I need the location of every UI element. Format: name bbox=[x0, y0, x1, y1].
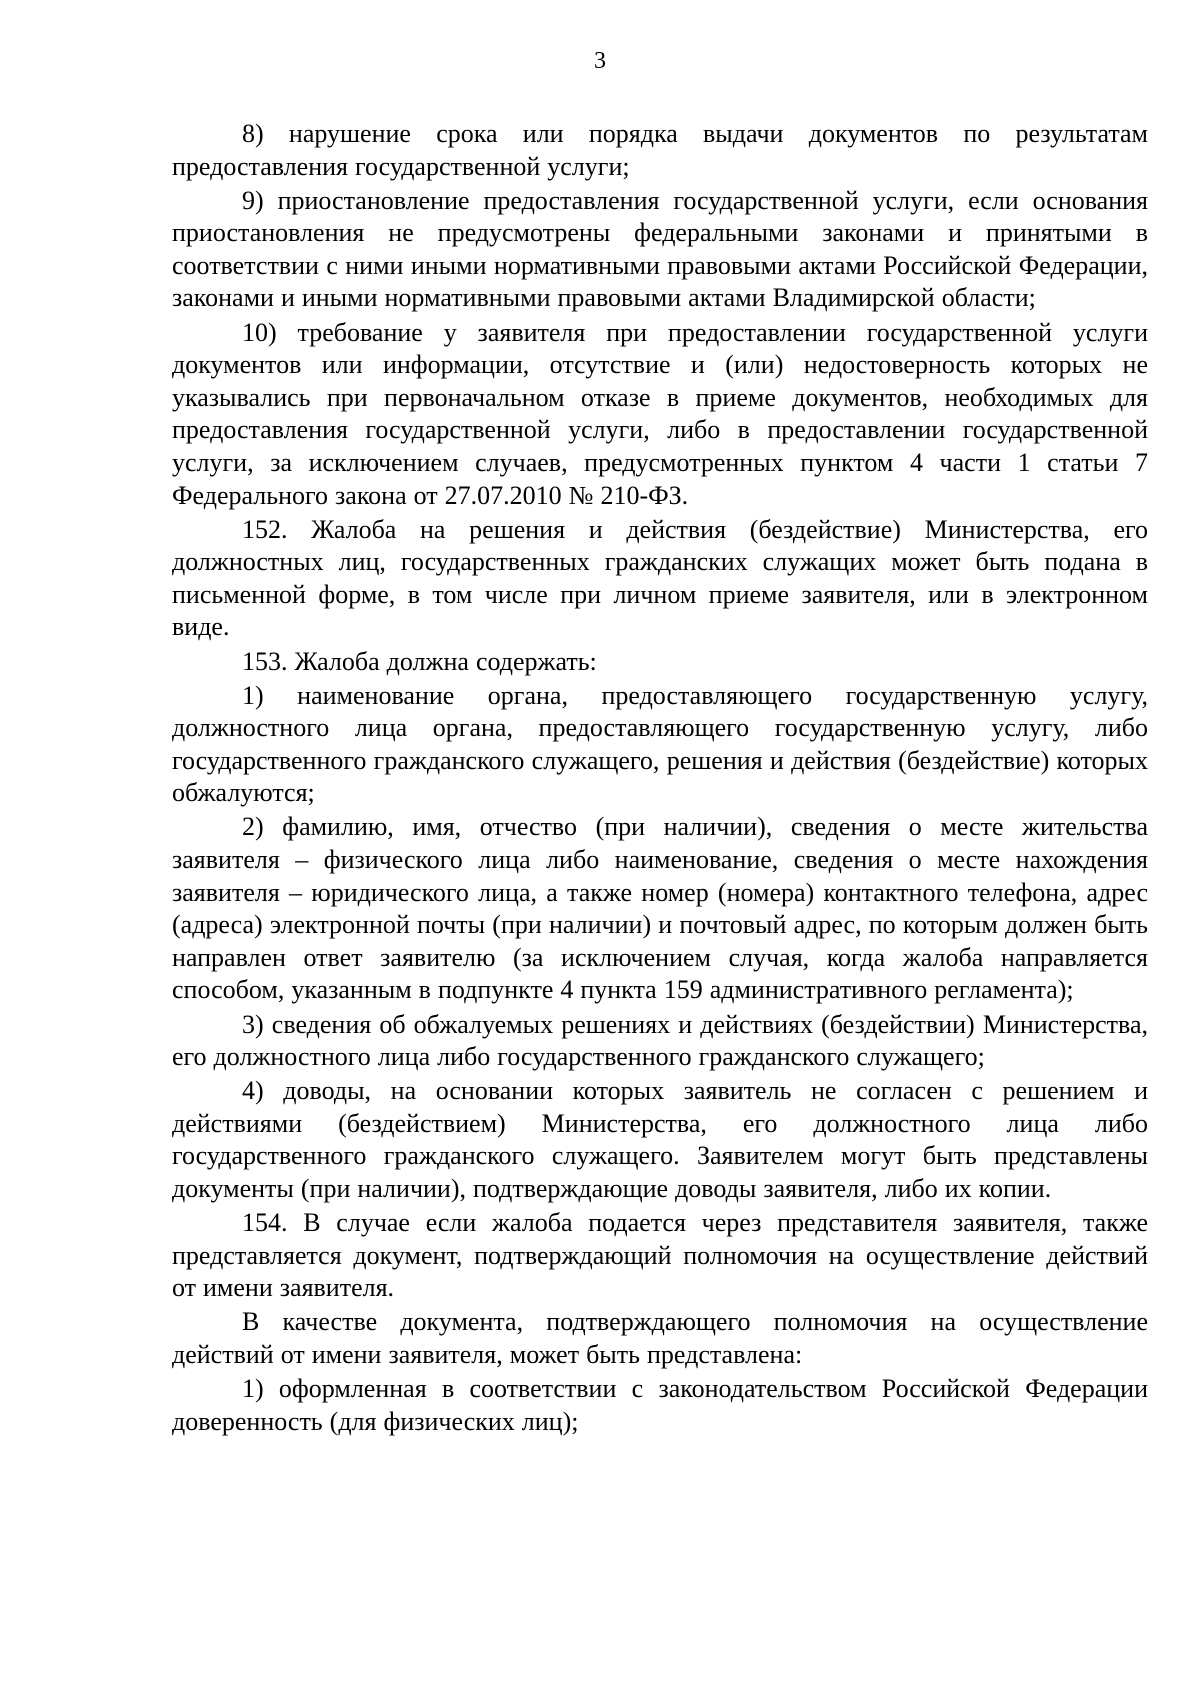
paragraph-authority-document: В качестве документа, подтверждающего полномочия на осуществление действий от имени заявителя, может быть представлена: bbox=[172, 1307, 1148, 1369]
paragraph-item-8-violation-of-term: 8) нарушение срока или порядка выдачи документов по результатам предоставления государственной услуги; bbox=[172, 119, 1148, 181]
paragraph-clause-153-item-4: 4) доводы, на основании которых заявитель не согласен с решением и действиями (бездействием) Министерства, его должностного лица либо государственного гражданского служащего. Заявителем могут быть представлены документы (при наличии), подтверждающие доводы заявителя, либо их копии. bbox=[172, 1076, 1148, 1203]
paragraph-clause-153-item-3: 3) сведения об обжалуемых решениях и действиях (бездействии) Министерства, его должностного лица либо государственного гражданского служащего; bbox=[172, 1009, 1148, 1072]
document-body bbox=[172, 118, 1148, 1440]
paragraph-clause-153-item-2: 2) фамилию, имя, отчество (при наличии), сведения о месте жительства заявителя – физического лица либо наименование, сведения о месте нахождения заявителя – юридического лица, а также номер (номера) контактного телефона, адрес (адреса) электронной почты (при наличии) и почтовый адрес, по которым должен быть направлен ответ заявителю (за исключением случая, когда жалоба направляется способом, указанным в подпункте 4 пункта 159 административного регламента); bbox=[172, 812, 1148, 1005]
page-number: 3 bbox=[594, 48, 606, 74]
paragraph-clause-154: 154. В случае если жалоба подается через представителя заявителя, также представляется документ, подтверждающий полномочия на осуществление действий от имени заявителя. bbox=[172, 1208, 1148, 1303]
paragraph-clause-153-item-1: 1) наименование органа, предоставляющего государственную услугу, должностного лица органа, предоставляющего государственную услугу, либо государственного гражданского служащего, решения и действия (бездействие) которых обжалуются; bbox=[172, 680, 1148, 808]
paragraph-clause-153: 153. Жалоба должна содержать: bbox=[242, 646, 597, 676]
paragraph-authority-item-1: 1) оформленная в соответствии с законодательством Российской Федерации доверенность (для физических лиц); bbox=[172, 1374, 1148, 1436]
paragraph-item-9-suspension: 9) приостановление предоставления государственной услуги, если основания приостановления не предусмотрены федеральными законами и принятыми в соответствии с ними иными нормативными правовыми актами Российской Федерации, законами и иными нормативными правовыми актами Владимирской области; bbox=[172, 185, 1148, 313]
paragraph-item-10-document-requirement: 10) требование у заявителя при предоставлении государственной услуги документов или информации, отсутствие и (или) недостоверность которых не указывались при первоначальном отказе в приеме документов, необходимых для предоставления государственной услуги, либо в предоставлении государственной услуги, за исключением случаев, предусмотренных пунктом 4 части 1 статьи 7 Федерального закона от 27.07.2010 № 210-ФЗ. bbox=[172, 317, 1148, 510]
paragraph-clause-152: 152. Жалоба на решения и действия (бездействие) Министерства, его должностных лиц, государственных гражданских служащих может быть подана в письменной форме, в том числе при личном приеме заявителя, или в электронном виде. bbox=[172, 514, 1148, 642]
